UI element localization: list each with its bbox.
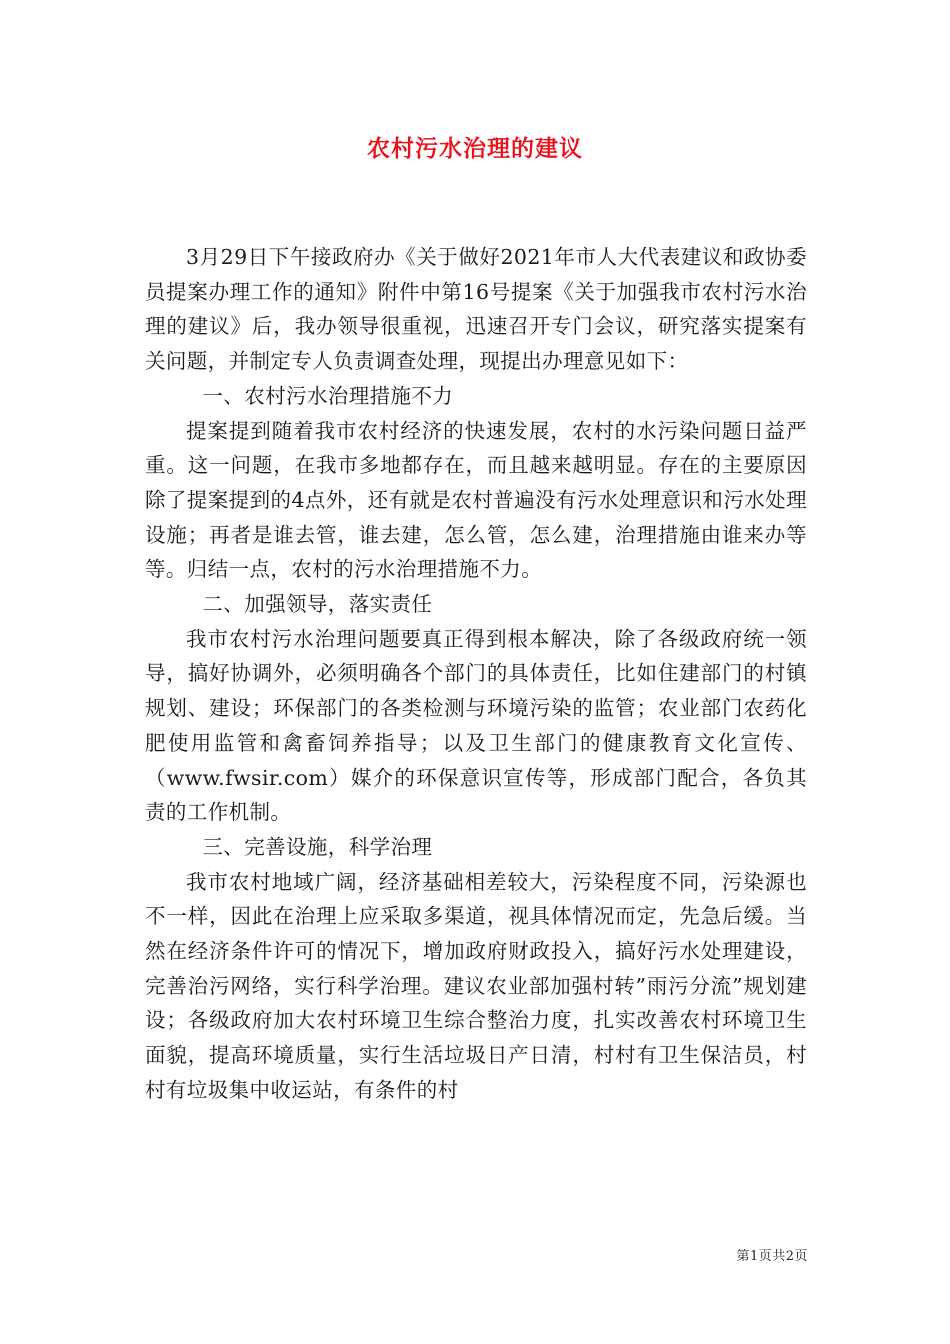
section-paragraph-1: 提案提到随着我市农村经济的快速发展，农村的水污染问题日益严重。这一问题，在我市多地都存在，而且越来越明显。存在的主要原因除了提案提到的4点外，还有就是农村普遍没有污水处理意识和污水处理设施；再者是谁去管，谁去建，怎么管，怎么建，治理措施由谁来办等等。归结一点，农村的污水治理措施不力。: [145, 418, 807, 582]
section-paragraph-3: 我市农村地域广阔，经济基础相差较大，污染程度不同，污染源也不一样，因此在治理上应采取多渠道，视具体情况而定，先急后缓。当然在经济条件许可的情况下，增加政府财政投入，搞好污水处理建设，完善治污网络，实行科学治理。建议农业部加强村转”雨污分流”规划建设；各级政府加大农村环境卫生综合整治力度，扎实改善农村环境卫生面貌，提高环境质量，实行生活垃圾日产日清，村村有卫生保洁员，村村有垃圾集中收运站，有条件的村: [145, 869, 807, 1102]
intro-paragraph: 3月29日下午接政府办《关于做好2021年市人大代表建议和政协委员提案办理工作的通知》附件中第16号提案《关于加强我市农村污水治理的建议》后，我办领导很重视，迅速召开专门会议，研究落实提案有关问题，并制定专人负责调查处理，现提出办理意见如下：: [145, 245, 807, 374]
section-paragraph-2: 我市农村污水治理问题要真正得到根本解决，除了各级政府统一领导，搞好协调外，必须明确各个部门的具体责任，比如住建部门的村镇规划、建设；环保部门的各类检测与环境污染的监管；农业部门农药化肥使用监管和禽畜饲养指导；以及卫生部门的健康教育文化宣传、（www.fwsir.com）媒介的环保意识宣传等，形成部门配合，各负其责的工作机制。: [145, 626, 807, 825]
section-heading-2: 二、加强领导，落实责任: [202, 592, 433, 617]
document-body: [145, 240, 807, 1108]
section-heading-1: 一、农村污水治理措施不力: [202, 383, 454, 408]
page-number: 第1页共2页: [736, 1249, 808, 1264]
document-title: 农村污水治理的建议: [367, 135, 583, 162]
section-heading-3: 三、完善设施，科学治理: [202, 834, 433, 859]
